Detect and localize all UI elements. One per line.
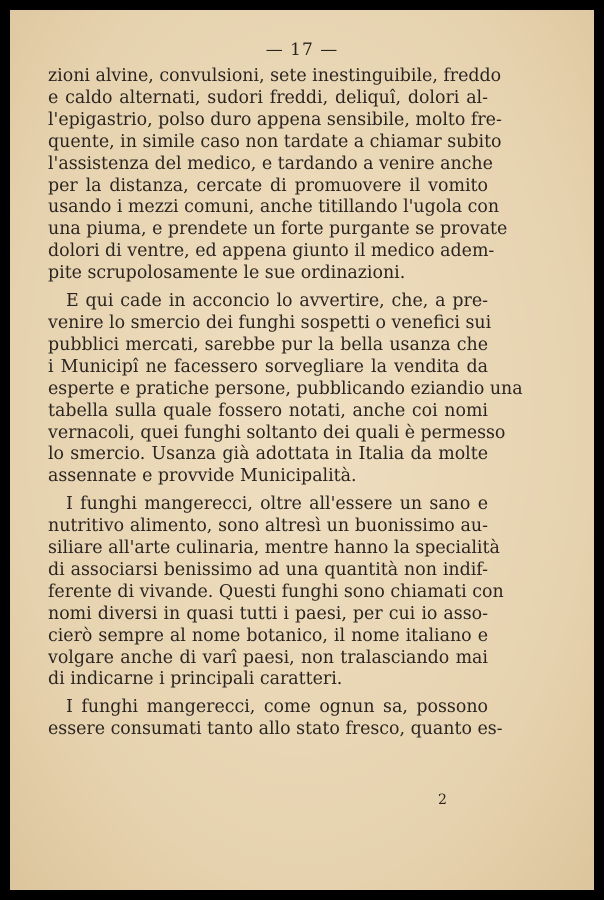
text-line: nutritivo alimento, sono altresì un buonissimo au- bbox=[48, 516, 488, 537]
text-line: tabella sulla quale fossero notati, anche coi nomi bbox=[48, 400, 488, 421]
text-line: ferente di vivande. Questi funghi sono chiamati con bbox=[48, 581, 504, 602]
text-line: venire lo smercio dei funghi sospetti o venefici sui bbox=[48, 312, 492, 333]
text-line: di associarsi benissimo ad una quantità non indif- bbox=[48, 559, 488, 580]
paragraph bbox=[48, 291, 523, 488]
text-line: e caldo alternati, sudori freddi, deliquî, dolori al- bbox=[48, 87, 488, 108]
paragraph bbox=[48, 494, 504, 691]
text-line: assennate e provvide Municipalità. bbox=[48, 466, 357, 487]
text-line: E qui cade in acconcio lo avvertire, che, a pre- bbox=[66, 291, 488, 312]
text-line: I funghi mangerecci, come ognun sa, possono bbox=[66, 697, 488, 718]
text-line: siliare all'arte culinaria, mentre hanno la specialità bbox=[48, 538, 500, 559]
text-line: cierò sempre al nome botanico, il nome italiano e bbox=[48, 625, 488, 646]
text-line: i Municipî ne facessero sorvegliare la vendita da bbox=[48, 356, 488, 377]
text-line: l'epigastrio, polso duro appena sensibile, molto fre- bbox=[48, 109, 502, 130]
text-line: per la distanza, cercate di promuovere il vomito bbox=[48, 175, 488, 196]
text-line: usando i mezzi comuni, anche titillando l'ugola con bbox=[48, 197, 500, 218]
text-line: nomi diversi in quasi tutti i paesi, per cui io asso- bbox=[48, 603, 488, 624]
text-line: esperte e pratiche persone, pubblicando eziandio una bbox=[48, 378, 523, 399]
book-page bbox=[10, 10, 594, 890]
paragraph bbox=[48, 697, 503, 741]
text-line: una piuma, e prendete un forte purgante se provate bbox=[48, 219, 508, 240]
text-line: di indicarne i principali caratteri. bbox=[48, 669, 343, 690]
text-line: pubblici mercati, sarebbe pur la bella usanza che bbox=[48, 334, 488, 355]
text-line: essere consumati tanto allo stato fresco, quanto es- bbox=[48, 719, 503, 740]
text-line: zioni alvine, convulsioni, sete inestinguibile, freddo bbox=[48, 66, 502, 86]
text-line: dolori di ventre, ed appena giunto il medico adem- bbox=[48, 241, 495, 262]
paragraph bbox=[48, 66, 508, 285]
signature-mark: 2 bbox=[438, 792, 447, 808]
text-line: I funghi mangerecci, oltre all'essere un sano e bbox=[66, 494, 488, 515]
text-line: lo smercio. Usanza già adottata in Italia da molte bbox=[48, 444, 488, 465]
body-text bbox=[48, 66, 523, 741]
text-line: pite scrupolosamente le sue ordinazioni. bbox=[48, 263, 406, 284]
text-line: l'assistenza del medico, e tardando a venire anche bbox=[48, 153, 493, 174]
text-line: vernacoli, quei funghi soltanto dei quali è permesso bbox=[48, 422, 506, 443]
text-line: volgare anche di varî paesi, non tralasciando mai bbox=[48, 647, 488, 668]
page-number-header: — 17 — bbox=[265, 40, 339, 60]
text-line: quente, in simile caso non tardate a chiamar subito bbox=[48, 131, 502, 152]
